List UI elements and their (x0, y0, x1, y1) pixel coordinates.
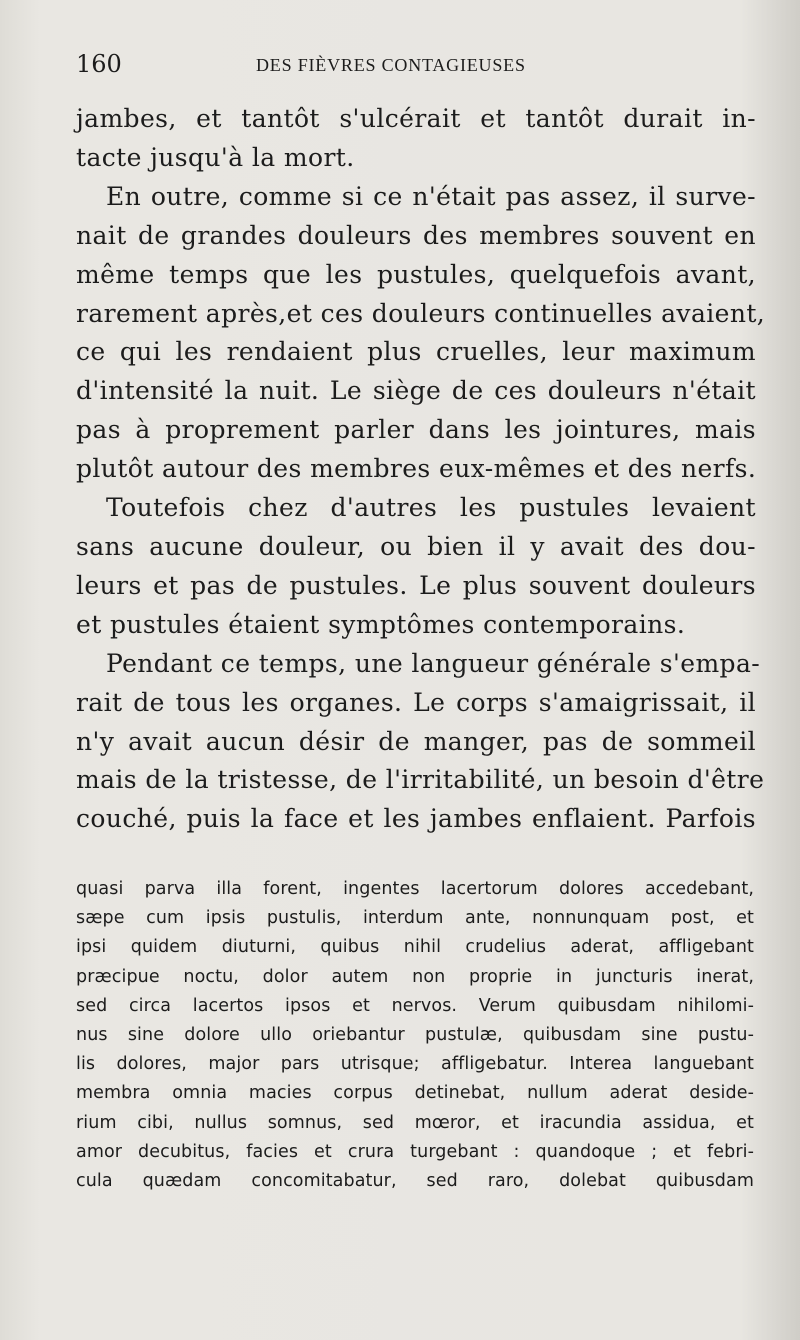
running-head (76, 50, 756, 82)
main-text-line: En outre, comme si ce n'était pas assez, il surve- (106, 181, 756, 211)
footnote-line: sed circa lacertos ipsos et nervos. Verum quibusdam nihilomi- (76, 995, 754, 1016)
main-text-line: tacte jusqu'à la mort. (76, 142, 355, 172)
main-text-line: couché, puis la face et les jambes enflaient. Parfois (76, 804, 756, 834)
main-text-line: nait de grandes douleurs des membres souvent en (76, 220, 756, 250)
running-title: DES FIÈVRES CONTAGIEUSES (256, 55, 526, 75)
latin-footnote (76, 875, 754, 1196)
main-text-line: leurs et pas de pustules. Le plus souvent douleurs (76, 570, 756, 600)
footnote-line: lis dolores, major pars utrisque; affligebatur. Interea languebant (76, 1054, 754, 1075)
footnote-line: nus sine dolore ullo oriebantur pustulæ, quibusdam sine pustu- (76, 1025, 754, 1046)
main-text-line: rait de tous les organes. Le corps s'amaigrissait, il (76, 687, 756, 717)
main-text-line: Toutefois chez d'autres les pustules levaient (106, 493, 756, 523)
main-text-line: pas à proprement parler dans les jointures, mais (76, 415, 756, 445)
footnote-line: amor decubitus, facies et crura turgebant : quandoque ; et febri- (76, 1141, 754, 1162)
footnote-line: rium cibi, nullus somnus, sed mœror, et iracundia assidua, et (76, 1112, 754, 1133)
footnote-line: cula quædam concomitabatur, sed raro, dolebat quibusdam (76, 1171, 754, 1192)
main-text-line: rarement après,et ces douleurs continuelles avaient, (76, 298, 766, 328)
main-text-line: sans aucune douleur, ou bien il y avait des dou- (76, 531, 756, 561)
main-text-line: ce qui les rendaient plus cruelles, leur maximum (76, 337, 756, 367)
main-text-line: mais de la tristesse, de l'irritabilité, un besoin d'être (76, 765, 765, 795)
footnote-line: ipsi quidem diuturni, quibus nihil crudelius aderat, affligebant (76, 937, 754, 958)
main-text-line: jambes, et tantôt s'ulcérait et tantôt durait in- (76, 104, 756, 133)
page-number: 160 (76, 50, 122, 78)
footnote-line: sæpe cum ipsis pustulis, interdum ante, nonnunquam post, et (76, 908, 754, 929)
main-text-line: et pustules étaient symptômes contemporains. (76, 609, 686, 639)
main-text-line: d'intensité la nuit. Le siège de ces douleurs n'était (76, 376, 756, 406)
footnote-line: præcipue noctu, dolor autem non proprie in juncturis inerat, (76, 966, 754, 987)
main-text-line: plutôt autour des membres eux-mêmes et des nerfs. (76, 454, 757, 484)
main-text (76, 100, 766, 839)
main-text-line: même temps que les pustules, quelquefois avant, (76, 259, 756, 289)
main-text-line: n'y avait aucun désir de manger, pas de sommeil (76, 726, 756, 756)
footnote-line: quasi parva illa forent, ingentes lacertorum dolores accedebant, (76, 879, 754, 899)
main-text-line: Pendant ce temps, une langueur générale s'empa- (106, 648, 761, 678)
footnote-line: membra omnia macies corpus detinebat, nullum aderat deside- (76, 1083, 754, 1104)
